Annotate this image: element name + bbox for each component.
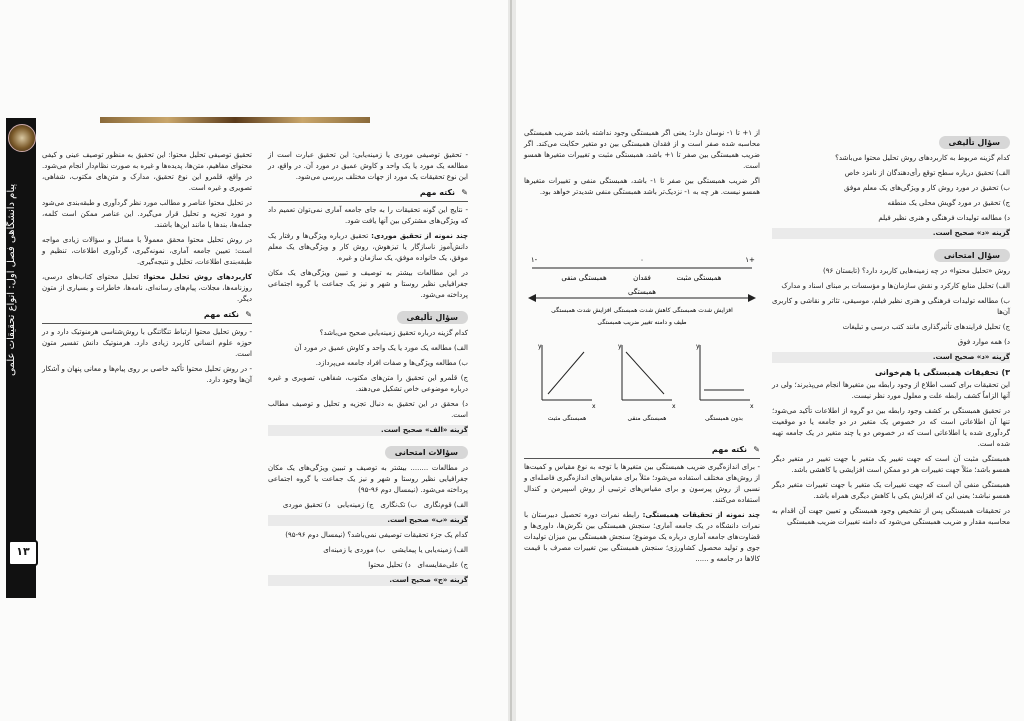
paragraph: تحقیق توصیفی تحلیل محتوا: این تحقیق به منظور توصیف عینی و کیفی محتوای مفاهیم، متن‌ها، پدیده‌ها و غیره به صورت نظام‌دار انجام می‌شود. در واقع، قلمرو این نوع تحقیق، مدارک و متن‌های مکتوب، شفاهی، تصویری و غیره است. — [42, 151, 252, 192]
question: کدام گزینه درباره تحقیق زمینه‌یابی صحیح می‌باشد؟ — [319, 329, 468, 337]
paragraph: - برای اندازه‌گیری ضریب همبستگی بین متغیرها با توجه به نوع مقیاس و کمیت‌ها از روش‌های مختلف استفاده می‌شود؛ مثلاً برای مقیاس‌های اندازه‌گیری فاصله‌ای و نسبی از روش پیرسون و برای مقیاس‌های ترتیبی از روش اسپیرمن و کندال استفاده می‌کنند. — [524, 463, 760, 504]
paragraph-text: تحلیل محتوای کتاب‌های درسی، روزنامه‌ها، مجلات، پیام‌های رسانه‌ای، نامه‌ها، خاطرات و بسیاری از متون دیگر. — [42, 273, 252, 303]
paragraph: در این مطالعات بیشتر به توصیف و تبیین ویژگی‌های یک مکان جغرافیایی نظیر روستا و شهر و نیز یک جماعت یا گروه اجتماعی پرداخته می‌شود. — [268, 269, 468, 299]
option: ب) تک‌نگاری — [380, 501, 417, 509]
paragraph: این تحقیقات برای کسب اطلاع از وجود رابطه بین متغیرها انجام می‌پذیرند؛ ولی در آنها الزاماً کشف رابطه علت و معلول مورد نظر نیست. — [772, 381, 1010, 400]
paragraph-text: رابطه نمرات دوره تحصیل دبیرستان با نمرات دانشگاه در یک جامعه آماری؛ سنجش همبستگی بین نگرش‌ها، داوری‌ها و قضاوت‌های جامعه آماری درباره یک موضوع؛ سنجش همبستگی بین میزان تولیدات جوی و تولید محصول کشاورزی؛ سنجش همبستگی بین تغییرات مصرف با قیمت کالاها در جامعه و ...... — [524, 511, 760, 563]
label-negative: همبستگی منفی — [561, 274, 607, 282]
correlation-diagram-svg — [524, 250, 760, 470]
answer: گزینه «ب» صحیح است. — [268, 515, 468, 526]
paragraph: اگر ضریب همبستگی بین صفر تا ۱- باشد، همبستگی منفی و تغییرات متغیرها همسو نیست. هر چه به ۱- نزدیک‌تر باشد همبستگی منفی شدیدتر خواهد بود. — [524, 177, 760, 196]
paragraph: از ۱+ تا ۱- نوسان دارد؛ یعنی اگر همبستگی وجود نداشته باشد ضریب همبستگی محاسبه شده صفر است و از فقدان همبستگی بین دو متغیر حکایت می‌کند. اگر ضریب همبستگی بین صفر تا ۱+ باشد، همبستگی مثبت و تغییرات متغیرها همسو است. — [524, 129, 760, 170]
paragraph: در روش تحلیل محتوا محقق معمولاً با مسائل و سؤالات زیادی مواجه است: تعیین جامعه آماری، نمونه‌گیری، گردآوری اطلاعات، تنظیم و طبقه‌بندی اطلاعات، تحلیل و نتیجه‌گیری. — [42, 236, 252, 266]
paragraph: همبستگی مثبت آن است که جهت تغییر یک متغیر با جهت تغییر در متغیر دیگر همسو باشد؛ مثلاً جهت تغییرات هر دو ممکن است افزایشی یا کاهشی باشد. — [772, 455, 1010, 474]
range-caption: طیف و دامنه تغییر ضریب همبستگی — [597, 319, 687, 326]
paragraph: همبستگی منفی آن است که جهت تغییرات یک متغیر با جهت تغییرات متغیر دیگر همسو نباشد؛ یعنی این که افزایش یکی با کاهش دیگری همراه باشد. — [772, 481, 1010, 500]
positive-trend-line — [548, 352, 584, 394]
paragraph: در تحقیق همبستگی بر کشف وجود رابطه بین دو گروه از اطلاعات تأکید می‌شود؛ تنها آن اطلاعاتی است که در خصوص یک متغیر در دو جامعه یا دو موقعیت گردآوری شده یا اطلاعاتی است که در خصوص دو یا چند متغیر در یک جامعه تهیه شده است. — [772, 407, 1010, 448]
y-label: y — [538, 343, 542, 350]
quiz-box-title: سؤال تألیفی — [939, 136, 1010, 149]
option: د) همه موارد فوق — [957, 338, 1010, 346]
option: ج) قلمرو این تحقیق را متن‌های مکتوب، شفاهی، تصویری و غیره درباره موضوعی خاص تشکیل می‌دهند. — [268, 374, 468, 393]
paragraph: - تحقیق توصیفی موردی یا زمینه‌یابی: این تحقیق عبارت است از مطالعه یک مورد یا یک واحد و کاوش عمیق در مورد آن. در واقع، در این نوع تحقیقات یک مورد از جهات مختلف بررسی می‌شود. — [268, 151, 468, 181]
section-heading: ۳) تحقیقات همبستگی یا هم‌خوانی — [874, 368, 1010, 377]
right-page-left-column-bottom — [524, 440, 760, 569]
option: ب) موردی یا زمینه‌ای — [323, 546, 386, 554]
tick-minus1: ۱- — [530, 256, 538, 264]
divider — [42, 323, 252, 324]
option: ب) تحقیق در مورد روش کار و ویژگی‌های یک معلم موفق — [844, 184, 1010, 192]
tick-plus1: ۱+ — [745, 256, 755, 264]
option: د) مطالعه تولیدات فرهنگی و هنری نظیر فیلم — [878, 214, 1010, 222]
option: د) تحقیق موردی — [282, 501, 331, 509]
tick-zero: ۰ — [640, 256, 644, 264]
pen-icon: ✎ — [245, 310, 252, 319]
options-row — [268, 500, 468, 511]
x-label: x — [750, 403, 754, 410]
exam-box-title: سؤالات امتحانی — [385, 446, 468, 459]
tip-title: نکته مهم — [419, 188, 455, 197]
paragraph: در تحقیقات همبستگی پس از تشخیص وجود همبستگی و تعیین جهت آن اقدام به محاسبه مقدار و ضریب همبستگی می‌شود که دامنه تغییرات ضریب همبستگی — [772, 507, 1010, 526]
question: کدام گزینه مربوط به کاربردهای روش تحلیل محتوا می‌باشد؟ — [835, 154, 1010, 162]
correlation-diagram — [524, 250, 760, 470]
tip-title: نکته مهم — [203, 310, 239, 319]
section-heading: چند نمونه از تحقیقات همبستگی: — [642, 511, 761, 519]
paragraph-text: تحقیق درباره ویژگی‌ها و رفتار یک دانش‌آموز ناسازگار یا تیزهوش، روش کار و ویژگی‌های یک معلم موفق، یک خانواده موفق، یک سازمان و غیره. — [268, 232, 468, 262]
y-label: y — [696, 343, 700, 350]
question: کدام یک جزء تحقیقات توصیفی نمی‌باشد؟ (نیمسال دوم ۹۶-۹۵) — [285, 531, 468, 539]
side-chapter-label: پیام دانشگاهی فصل اول: انواع تحقیقات علمی — [6, 183, 17, 377]
book-fold-line — [510, 0, 512, 721]
quiz-box-title: سؤال تألیفی — [397, 311, 468, 324]
arrow-left-icon — [528, 294, 536, 302]
option: د) تحلیل محتوا — [368, 561, 411, 569]
option: الف) تحقیق درباره سطح توقع رأی‌دهندگان از نامزد خاص — [844, 169, 1010, 177]
answer: گزینه «ج» صحیح است. — [268, 575, 468, 586]
divider — [268, 201, 468, 202]
arrow-caption: افزایش شدت همبستگی کاهش شدت همبستگی افزایش شدت همبستگی — [551, 307, 733, 314]
question: در مطالعات ........ بیشتر به توصیف و تبیین ویژگی‌های یک مکان جغرافیایی نظیر روستا و شهر و نیز یک جماعت یا گروه اجتماعی پرداخته می‌شود. (نیمسال دوم ۹۶-۹۵) — [268, 464, 468, 494]
x-label: x — [592, 403, 596, 410]
section-heading: کاربردهای روش تحلیل محتوا: — [143, 273, 252, 281]
arrow-label: همبستگی — [628, 288, 656, 296]
tip-heading — [524, 444, 760, 455]
y-label: y — [618, 343, 622, 350]
tip-heading — [268, 187, 468, 198]
option: ب) مطالعه تولیدات فرهنگی و هنری نظیر فیلم، موسیقی، تئاتر و نقاشی و کاربری آن‌ها — [772, 297, 1010, 316]
graph-caption-negative: همبستگی منفی — [627, 415, 667, 422]
paragraph — [42, 272, 252, 305]
tip-title: نکته مهم — [711, 445, 747, 454]
right-page-left-column — [524, 128, 760, 202]
section-heading: چند نمونه از تحقیق موردی: — [371, 232, 468, 240]
option: ج) علی‌مقایسه‌ای — [417, 561, 468, 569]
tip-heading — [42, 309, 252, 320]
paragraph: - روش تحلیل محتوا ارتباط تنگاتنگی با روش‌شناسی هرمنوتیک دارد و در حوزه علوم انسانی کاربرد زیادی دارد. هرمنوتیک دانش تفسیر متون است. — [42, 328, 252, 358]
exam-box-title: سؤال امتحانی — [934, 249, 1010, 262]
option: ج) تحلیل فرایندهای تأثیرگذاری مانند کتب درسی و تبلیغات — [842, 323, 1010, 331]
option: الف) زمینه‌یابی یا پیمایشی — [391, 546, 468, 554]
decorative-header-bar — [100, 117, 370, 123]
right-page-right-column — [772, 130, 1010, 532]
option: الف) مطالعه یک مورد یا یک واحد و کاوش عمیق در مورد آن — [294, 344, 468, 352]
left-page-right-column — [42, 150, 252, 390]
option: د) محقق در این تحقیق به دنبال تجزیه و تحلیل و توصیف مطالب است. — [268, 400, 468, 419]
option: الف) تحلیل منابع کارکرد و نقش سازمان‌ها و مؤسسات بر مبنای اسناد و مدارک — [781, 282, 1010, 290]
label-positive: همبستگی مثبت — [676, 274, 722, 282]
question: روش «تحلیل محتوا» در چه زمینه‌هایی کاربرد دارد؟ (تابستان ۹۶) — [822, 267, 1010, 275]
label-none: فقدان — [633, 274, 651, 282]
logo-medallion-icon — [8, 124, 36, 152]
negative-trend-line — [626, 352, 664, 394]
page-number: ۱۳ — [8, 540, 38, 566]
option: الف) قوم‌نگاری — [423, 501, 468, 509]
paragraph: در تحلیل محتوا عناصر و مطالب مورد نظر گردآوری و طبقه‌بندی می‌شود و مورد تجزیه و تحلیل قرار می‌گیرد. این عناصر ممکن است کلمه، جمله‌ها، بندها یا مانند این‌ها باشند. — [42, 199, 252, 229]
option: ج) زمینه‌یابی — [337, 501, 374, 509]
x-label: x — [672, 403, 676, 410]
paragraph — [524, 510, 760, 565]
divider — [524, 458, 760, 459]
option: ج) تحقیق در مورد گویش محلی یک منطقه — [887, 199, 1010, 207]
arrow-right-icon — [748, 294, 756, 302]
answer: گزینه «د» صحیح است. — [772, 352, 1010, 363]
pen-icon: ✎ — [461, 188, 468, 197]
answer: گزینه «الف» صحیح است. — [268, 425, 468, 436]
graph-caption-positive: همبستگی مثبت — [547, 415, 587, 422]
paragraph: - در روش تحلیل محتوا تأکید خاصی بر روی پیام‌ها و معانی پنهان و آشکار آن‌ها وجود دارد. — [42, 365, 252, 384]
left-page — [0, 0, 508, 721]
option: ب) مطالعه ویژگی‌ها و صفات افراد جامعه می‌پردازد. — [315, 359, 468, 367]
pen-icon: ✎ — [753, 445, 760, 454]
paragraph — [268, 231, 468, 264]
options-row — [268, 545, 468, 556]
left-page-left-column — [268, 150, 468, 590]
graph-caption-none: بدون همبستگی — [705, 415, 743, 422]
options-row — [268, 560, 468, 571]
paragraph: - نتایج این گونه تحقیقات را به جای جامعه آماری نمی‌توان تعمیم داد که ویژگی‌های مشترکی بین آنها یافت شود. — [268, 206, 468, 225]
answer: گزینه «د» صحیح است. — [772, 228, 1010, 239]
